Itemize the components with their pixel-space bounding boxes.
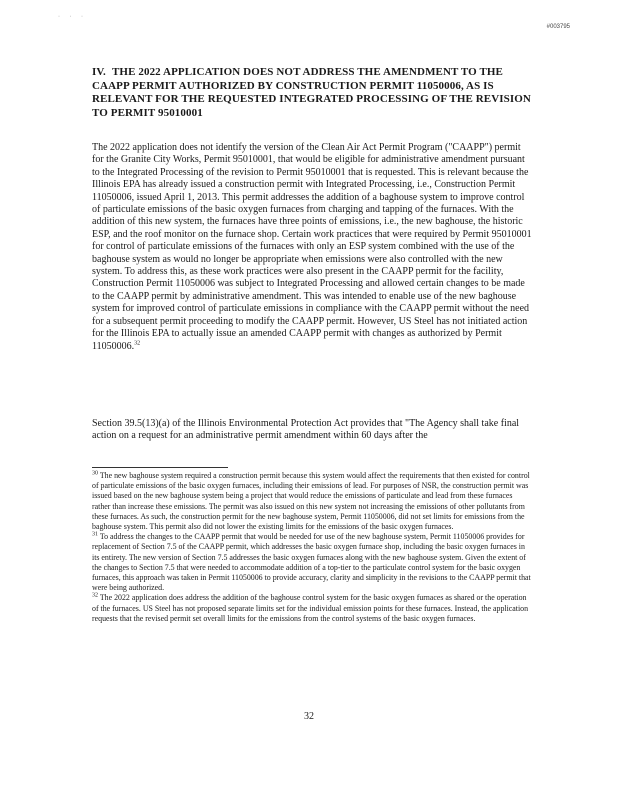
footnote-text: The new baghouse system required a construction permit because this system would affect the requirements that then existed for control of particulate emissions of the basic oxygen furnaces, including their emissions of lead. For purposes of NSR, the construction permit was issued based on the new baghouse system being a project that would reduce the emissions of particulate and lead from these furnaces rather than increase these emissions. The permit was also issued on this new system not increasing the emissions of other pollutants from these furnaces. As such, the construction permit for the new baghouse system, Permit 11050006, did not set limits for emissions from the baghouse system. This permit also did not lower the existing limits for the emissions of the basic oxygen furnaces. (92, 471, 530, 532)
footnote-number: 31 (92, 531, 98, 538)
footnote (92, 471, 532, 532)
section-heading (92, 66, 532, 120)
footnote (92, 593, 532, 624)
body-paragraph-2: Section 39.5(13)(a) of the Illinois Environmental Protection Act provides that "The Agency shall take final action on a request for an administrative permit amendment within 60 days after the (92, 418, 520, 442)
footnote-text: To address the changes to the CAAPP permit that would be needed for use of the new baghouse system, Permit 11050006 provides for replacement of Section 7.5 of the CAAPP permit, which addresses the basic oxygen furnace shop, including the basic oxygen furnaces in its entirety. The new version of Section 7.5 addresses the basic oxygen furnaces along with the new baghouse system. Given the extent of the changes to Section 7.5 that were needed to accommodate addition of a top-tier to the particulate control system for the basic oxygen furnaces, this approach was taken in Permit 11050006 to provide accuracy, clarity and simplicity in the revisions to the CAAPP permit that were being authorized. (92, 532, 531, 593)
footnote-text: The 2022 application does address the addition of the baghouse control system for the basic oxygen furnaces as shared or the operation of the furnaces. US Steel has not proposed separate limits set for the individual emission points for these furnaces. Instead, the application requests that the revised permit set overall limits for the emissions from the control systems of the basic oxygen furnaces. (92, 593, 529, 623)
footnote-number: 32 (92, 592, 98, 599)
footnote-reference[interactable]: 32 (134, 340, 141, 347)
footnote-number: 30 (92, 470, 98, 477)
section-number: IV. (92, 66, 106, 78)
section-title: THE 2022 APPLICATION DOES NOT ADDRESS THE AMENDMENT TO THE CAAPP PERMIT AUTHORIZED BY CONSTRUCTION PERMIT 11050006, AS IS RELEVANT FOR THE REQUESTED INTEGRATED PROCESSING OF THE REVISION TO PERMIT 95010001 (92, 66, 531, 119)
footnote (92, 532, 532, 593)
bates-number: #003795 (546, 24, 570, 30)
footnotes (92, 471, 532, 624)
footnote-separator (92, 467, 228, 468)
body-paragraph-1 (92, 142, 532, 353)
paragraph-1-text: The 2022 application does not identify the version of the Clean Air Act Permit Program ("CAAPP") permit for the Granite City Works, Permit 95010001, that would be eligible for administrative amendment pursuant to the Integrated Processing of the revision to Permit 95010001 that is requested. This is relevant because the Illinois EPA has already issued a construction permit with Integrated Processing, i.e., Construction Permit 11050006, issued April 1, 2013. This permit addresses the addition of a baghouse system to improve control of particulate emissions of the basic oxygen furnaces from charging and tapping of the furnaces. With the addition of this new system, the furnaces have three points of emissions, i.e., the new baghouse, the historic ESP, and the roof monitor on the furnace shop. Certain work practices that were required by Permit 95010001 for control of particulate emissions of the furnaces with only an ESP system combined with the use of the baghouse system as would no longer be appropriate when emissions were also controlled with the new system. To address this, as these work practices were also present in the CAAPP permit for the facility, Construction Permit 11050006 was subject to Integrated Processing and allowed certain changes to be made to the CAAPP permit by administrative amendment. This was intended to enable use of the new baghouse system for improved control of particulate emissions in compliance with the CAAPP permit without the need for a subsequent permit proceeding to modify the CAAPP permit. However, US Steel has not initiated action for the Illinois EPA to actually issue an amended CAAPP permit with changes as authorized by Permit 11050006. (92, 142, 532, 352)
corner-marks: · · · (58, 14, 87, 20)
page-number: 32 (304, 711, 314, 722)
